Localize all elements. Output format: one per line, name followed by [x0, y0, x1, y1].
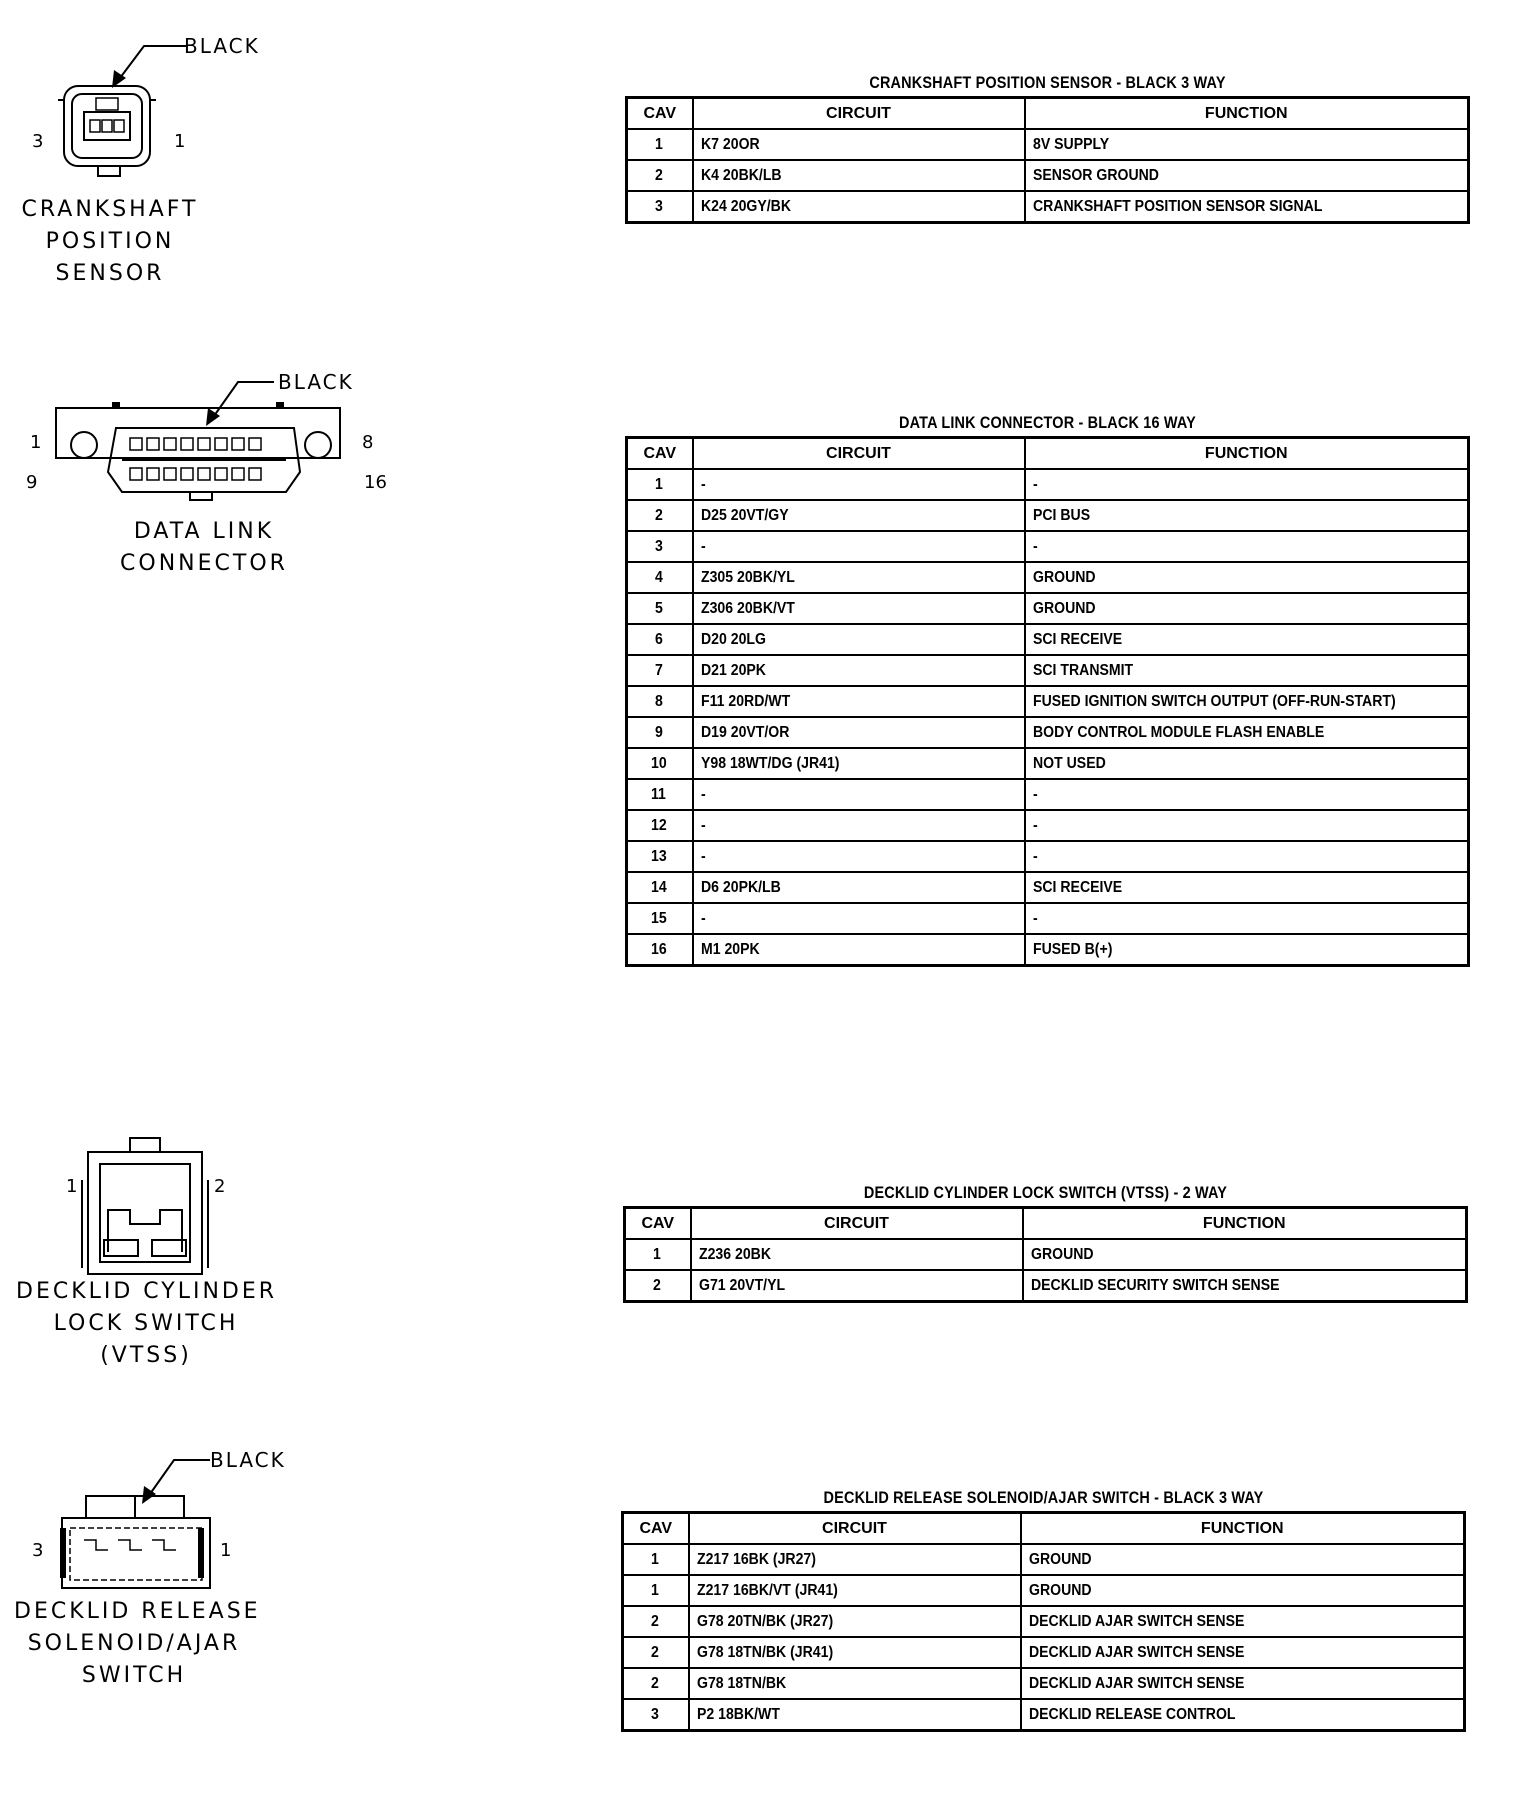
function-cell-text: CRANKSHAFT POSITION SENSOR SIGNAL — [1032, 198, 1322, 215]
cav-cell-text: 6 — [655, 631, 664, 648]
table-row — [627, 872, 1469, 903]
function-cell — [1025, 500, 1469, 531]
function-cell-text: FUSED B(+) — [1032, 941, 1112, 958]
table-row — [627, 469, 1469, 500]
cav-cell — [627, 469, 693, 500]
table-row — [627, 624, 1469, 655]
cav-cell-text: 1 — [655, 136, 664, 153]
function-cell-text: DECKLID AJAR SWITCH SENSE — [1028, 1644, 1244, 1661]
function-cell-text: NOT USED — [1032, 755, 1106, 772]
table-row — [627, 810, 1469, 841]
circuit-cell — [691, 1270, 1023, 1302]
function-cell — [1025, 129, 1469, 160]
cav-cell-text: 7 — [655, 662, 664, 679]
circuit-cell — [693, 624, 1025, 655]
function-cell-text: GROUND — [1032, 600, 1096, 617]
circuit-cell-text: - — [700, 910, 706, 927]
table-row — [627, 841, 1469, 872]
cav-cell — [627, 655, 693, 686]
crankshaft-pinout-block — [625, 70, 1470, 224]
cav-cell-text: 2 — [651, 1613, 660, 1630]
circuit-cell — [691, 1239, 1023, 1270]
table-row — [627, 562, 1469, 593]
circuit-cell — [693, 748, 1025, 779]
circuit-cell — [693, 655, 1025, 686]
function-cell-text: GROUND — [1028, 1582, 1092, 1599]
function-cell-text: BODY CONTROL MODULE FLASH ENABLE — [1032, 724, 1324, 741]
function-cell — [1025, 191, 1469, 223]
dlc-pin-9: 9 — [26, 472, 38, 493]
table-title: CRANKSHAFT POSITION SENSOR - BLACK 3 WAY — [869, 73, 1226, 92]
cav-cell — [627, 872, 693, 903]
circuit-cell — [693, 810, 1025, 841]
function-cell-text: - — [1032, 786, 1038, 803]
function-cell-text: 8V SUPPLY — [1032, 136, 1109, 153]
cav-cell-text: 2 — [651, 1675, 660, 1692]
cav-cell-text: 9 — [655, 724, 664, 741]
function-cell-text: FUSED IGNITION SWITCH OUTPUT (OFF-RUN-START) — [1032, 693, 1396, 710]
vtss-pinout-block — [623, 1180, 1468, 1303]
circuit-cell-text: G78 18TN/BK — [696, 1675, 786, 1692]
dlc-pinout-block — [625, 410, 1470, 967]
circuit-cell — [693, 562, 1025, 593]
cav-cell-text: 15 — [650, 910, 667, 927]
cav-cell — [627, 903, 693, 934]
function-cell — [1025, 872, 1469, 903]
circuit-cell-text: - — [700, 817, 706, 834]
table-row — [623, 1699, 1465, 1731]
cav-cell — [627, 717, 693, 748]
circuit-cell-text: Z217 16BK/VT (JR41) — [696, 1582, 838, 1599]
function-cell — [1025, 748, 1469, 779]
cav-cell-text: 2 — [655, 507, 664, 524]
dlc-color-callout: BLACK — [278, 370, 354, 394]
cav-cell — [627, 191, 693, 223]
function-cell — [1025, 686, 1469, 717]
circuit-cell-text: - — [700, 538, 706, 555]
cav-cell — [627, 593, 693, 624]
function-cell-text: DECKLID AJAR SWITCH SENSE — [1028, 1675, 1244, 1692]
function-cell — [1023, 1270, 1467, 1302]
cav-cell — [627, 779, 693, 810]
circuit-cell-text: K7 20OR — [700, 136, 760, 153]
cav-header: CAV — [627, 98, 693, 130]
function-header: FUNCTION — [1021, 1513, 1465, 1545]
table-header-row — [623, 1513, 1465, 1545]
circuit-cell — [693, 841, 1025, 872]
table-title: DECKLID RELEASE SOLENOID/AJAR SWITCH - BLACK 3 WAY — [823, 1488, 1264, 1507]
function-cell-text: - — [1032, 538, 1038, 555]
release-diagram — [0, 1440, 320, 1690]
circuit-cell — [689, 1668, 1021, 1699]
table-row — [627, 748, 1469, 779]
circuit-cell-text: K24 20GY/BK — [700, 198, 791, 215]
cav-cell — [627, 748, 693, 779]
function-cell — [1021, 1544, 1465, 1575]
table-row — [627, 129, 1469, 160]
function-cell — [1025, 903, 1469, 934]
table-header-row — [627, 98, 1469, 130]
cav-cell-text: 14 — [650, 879, 667, 896]
function-cell-text: SCI TRANSMIT — [1032, 662, 1133, 679]
vtss-diagram — [0, 1120, 300, 1380]
function-header: FUNCTION — [1025, 438, 1469, 470]
table-row — [623, 1606, 1465, 1637]
circuit-cell-text: Z306 20BK/VT — [700, 600, 795, 617]
cav-cell — [627, 686, 693, 717]
circuit-cell — [693, 531, 1025, 562]
cav-cell — [627, 934, 693, 966]
cav-cell-text: 2 — [651, 1644, 660, 1661]
release-pin-right: 1 — [220, 1540, 232, 1561]
circuit-cell — [693, 160, 1025, 191]
cav-cell — [627, 531, 693, 562]
cav-cell-text: 1 — [653, 1246, 662, 1263]
circuit-cell — [693, 779, 1025, 810]
cav-cell — [625, 1270, 691, 1302]
vtss-pin-left: 1 — [66, 1176, 78, 1197]
cav-cell-text: 4 — [655, 569, 664, 586]
circuit-cell-text: G78 20TN/BK (JR27) — [696, 1613, 833, 1630]
function-cell-text: DECKLID RELEASE CONTROL — [1028, 1706, 1236, 1723]
function-cell-text: - — [1032, 910, 1038, 927]
circuit-cell-text: Z236 20BK — [698, 1246, 771, 1263]
circuit-cell — [689, 1575, 1021, 1606]
function-cell — [1025, 779, 1469, 810]
circuit-cell — [693, 191, 1025, 223]
cav-cell-text: 10 — [650, 755, 667, 772]
circuit-cell — [689, 1637, 1021, 1668]
cav-cell-text: 2 — [655, 167, 664, 184]
table-title: DECKLID CYLINDER LOCK SWITCH (VTSS) - 2 WAY — [863, 1183, 1228, 1202]
circuit-cell-text: - — [700, 786, 706, 803]
table-row — [627, 686, 1469, 717]
circuit-cell-text: - — [700, 848, 706, 865]
cav-header: CAV — [627, 438, 693, 470]
function-cell-text: GROUND — [1028, 1551, 1092, 1568]
dlc-pin-1: 1 — [30, 432, 42, 453]
circuit-cell-text: P2 18BK/WT — [696, 1706, 780, 1723]
function-cell-text: SENSOR GROUND — [1032, 167, 1159, 184]
circuit-header: CIRCUIT — [689, 1513, 1021, 1545]
circuit-cell — [693, 686, 1025, 717]
function-header: FUNCTION — [1023, 1208, 1467, 1240]
function-cell-text: SCI RECEIVE — [1032, 879, 1122, 896]
function-cell — [1021, 1606, 1465, 1637]
function-cell — [1021, 1575, 1465, 1606]
table-row — [623, 1637, 1465, 1668]
vtss-label: DECKLID CYLINDER LOCK SWITCH (VTSS) — [16, 1279, 278, 1368]
crankshaft-pinout-table — [625, 96, 1470, 224]
circuit-cell — [693, 903, 1025, 934]
function-cell — [1025, 624, 1469, 655]
function-cell — [1021, 1637, 1465, 1668]
cav-cell — [627, 129, 693, 160]
circuit-cell-text: Z305 20BK/YL — [700, 569, 795, 586]
cav-cell — [623, 1544, 689, 1575]
dlc-pin-8: 8 — [362, 432, 374, 453]
function-cell-text: GROUND — [1030, 1246, 1094, 1263]
circuit-cell-text: D21 20PK — [700, 662, 766, 679]
cav-cell — [623, 1575, 689, 1606]
table-row — [627, 593, 1469, 624]
cav-cell-text: 1 — [651, 1582, 660, 1599]
vtss-pin-right: 2 — [214, 1176, 226, 1197]
table-row — [627, 779, 1469, 810]
circuit-cell — [693, 872, 1025, 903]
table-header-row — [627, 438, 1469, 470]
circuit-cell-text: D6 20PK/LB — [700, 879, 781, 896]
function-cell — [1025, 531, 1469, 562]
function-cell — [1025, 841, 1469, 872]
crankshaft-color-callout: BLACK — [184, 34, 260, 58]
circuit-cell — [693, 500, 1025, 531]
crankshaft-sensor-diagram — [0, 0, 300, 300]
cav-cell-text: 13 — [650, 848, 667, 865]
cav-cell-text: 12 — [650, 817, 667, 834]
function-cell-text: - — [1032, 476, 1038, 493]
dlc-pinout-table — [625, 436, 1470, 967]
circuit-cell-text: Y98 18WT/DG (JR41) — [700, 755, 840, 772]
circuit-cell-text: K4 20BK/LB — [700, 167, 782, 184]
function-cell-text: DECKLID AJAR SWITCH SENSE — [1028, 1613, 1244, 1630]
table-row — [623, 1544, 1465, 1575]
function-cell — [1025, 593, 1469, 624]
table-row — [627, 934, 1469, 966]
function-cell-text: PCI BUS — [1032, 507, 1090, 524]
function-cell — [1025, 934, 1469, 966]
circuit-cell — [693, 717, 1025, 748]
cav-header: CAV — [625, 1208, 691, 1240]
function-cell — [1021, 1699, 1465, 1731]
cav-cell-text: 1 — [651, 1551, 660, 1568]
table-row — [623, 1575, 1465, 1606]
circuit-cell — [693, 129, 1025, 160]
cav-cell-text: 3 — [655, 198, 664, 215]
circuit-cell-text: D20 20LG — [700, 631, 766, 648]
circuit-cell-text: D19 20VT/OR — [700, 724, 789, 741]
vtss-pinout-table — [623, 1206, 1468, 1303]
cav-cell — [627, 500, 693, 531]
function-cell — [1025, 469, 1469, 500]
circuit-cell — [693, 593, 1025, 624]
circuit-cell — [689, 1606, 1021, 1637]
cav-cell-text: 1 — [655, 476, 664, 493]
cav-cell-text: 3 — [651, 1706, 660, 1723]
function-header: FUNCTION — [1025, 98, 1469, 130]
cav-cell-text: 8 — [655, 693, 664, 710]
circuit-cell-text: M1 20PK — [700, 941, 760, 958]
circuit-cell — [693, 469, 1025, 500]
table-row — [627, 717, 1469, 748]
table-row — [625, 1270, 1467, 1302]
table-header-row — [625, 1208, 1467, 1240]
function-cell — [1021, 1668, 1465, 1699]
table-row — [627, 500, 1469, 531]
circuit-cell-text: G78 18TN/BK (JR41) — [696, 1644, 833, 1661]
dlc-diagram — [0, 360, 420, 590]
crankshaft-pin-left: 3 — [32, 131, 44, 152]
circuit-cell-text: Z217 16BK (JR27) — [696, 1551, 816, 1568]
function-cell-text: DECKLID SECURITY SWITCH SENSE — [1030, 1277, 1280, 1294]
release-color-callout: BLACK — [210, 1448, 286, 1472]
cav-cell — [623, 1668, 689, 1699]
circuit-cell — [693, 934, 1025, 966]
cav-cell — [627, 841, 693, 872]
function-cell — [1025, 160, 1469, 191]
crankshaft-pin-right: 1 — [174, 131, 186, 152]
circuit-cell — [689, 1699, 1021, 1731]
function-cell-text: - — [1032, 817, 1038, 834]
cav-cell — [627, 810, 693, 841]
release-pinout-table — [621, 1511, 1466, 1732]
cav-cell — [625, 1239, 691, 1270]
circuit-cell-text: F11 20RD/WT — [700, 693, 790, 710]
dlc-pin-16: 16 — [364, 472, 387, 493]
cav-cell-text: 3 — [655, 538, 664, 555]
function-cell — [1025, 810, 1469, 841]
cav-cell — [627, 562, 693, 593]
circuit-cell — [689, 1544, 1021, 1575]
circuit-cell-text: G71 20VT/YL — [698, 1277, 785, 1294]
table-row — [627, 531, 1469, 562]
table-title: DATA LINK CONNECTOR - BLACK 16 WAY — [899, 413, 1196, 432]
function-cell — [1023, 1239, 1467, 1270]
function-cell-text: GROUND — [1032, 569, 1096, 586]
table-row — [627, 903, 1469, 934]
function-cell-text: - — [1032, 848, 1038, 865]
crankshaft-label: CRANKSHAFT POSITION SENSOR — [21, 197, 199, 286]
cav-cell-text: 2 — [653, 1277, 662, 1294]
table-row — [623, 1668, 1465, 1699]
cav-cell — [623, 1699, 689, 1731]
release-pin-left: 3 — [32, 1540, 44, 1561]
release-label: DECKLID RELEASE SOLENOID/AJAR SWITCH — [14, 1599, 261, 1688]
function-cell — [1025, 655, 1469, 686]
circuit-header: CIRCUIT — [693, 438, 1025, 470]
cav-cell — [627, 624, 693, 655]
circuit-cell-text: D25 20VT/GY — [700, 507, 789, 524]
circuit-header: CIRCUIT — [691, 1208, 1023, 1240]
cav-cell-text: 5 — [655, 600, 664, 617]
cav-cell — [623, 1637, 689, 1668]
function-cell — [1025, 717, 1469, 748]
function-cell — [1025, 562, 1469, 593]
table-row — [627, 655, 1469, 686]
cav-header: CAV — [623, 1513, 689, 1545]
circuit-header: CIRCUIT — [693, 98, 1025, 130]
function-cell-text: SCI RECEIVE — [1032, 631, 1122, 648]
dlc-label: DATA LINK CONNECTOR — [120, 519, 288, 576]
cav-cell-text: 16 — [650, 941, 667, 958]
cav-cell — [623, 1606, 689, 1637]
cav-cell-text: 11 — [651, 786, 667, 803]
table-row — [625, 1239, 1467, 1270]
release-pinout-block — [621, 1485, 1466, 1732]
table-row — [627, 160, 1469, 191]
circuit-cell-text: - — [700, 476, 706, 493]
cav-cell — [627, 160, 693, 191]
table-row — [627, 191, 1469, 223]
